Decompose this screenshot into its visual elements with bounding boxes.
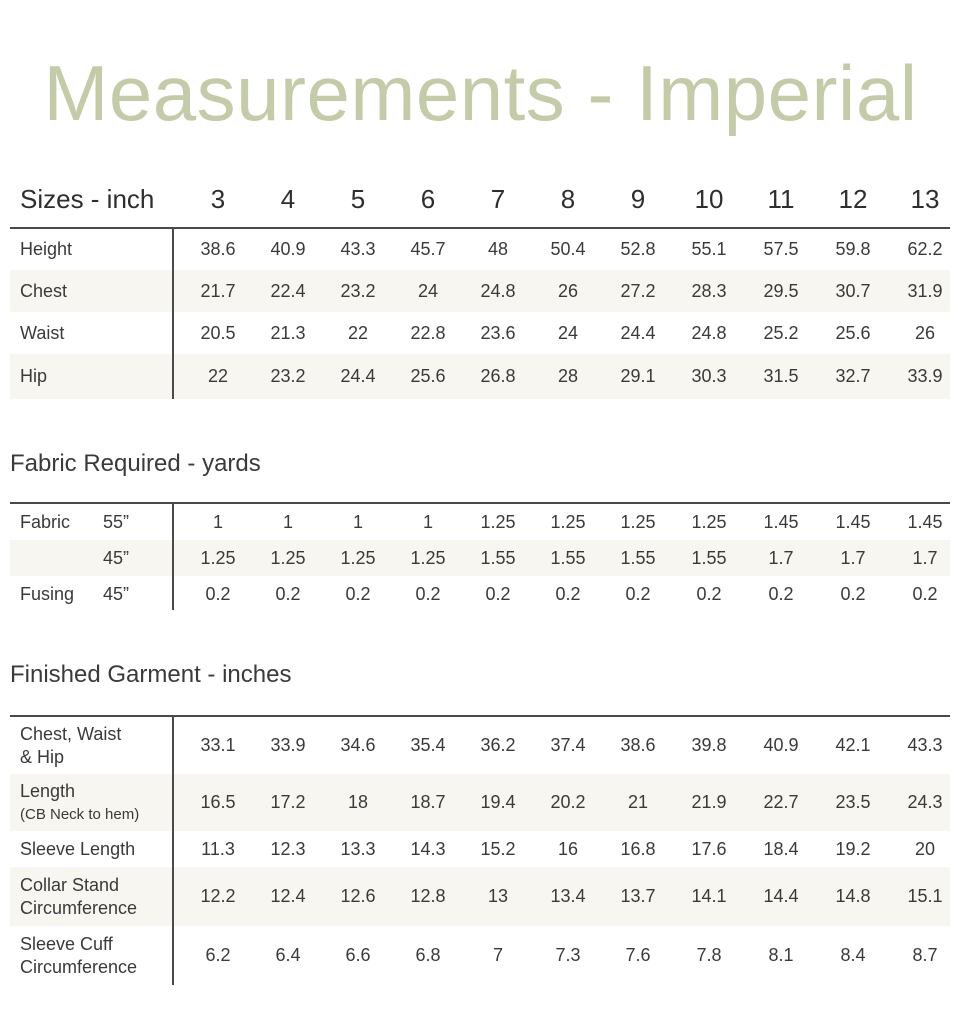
table-cell: 17.2 — [270, 792, 306, 812]
table-cell: 59.8 — [835, 239, 871, 259]
table-cell: 32.7 — [835, 366, 871, 386]
table-cell: 26 — [914, 322, 936, 343]
table-cell: 37.4 — [550, 735, 586, 755]
sizes-header-row — [10, 172, 950, 227]
table-cell: 1.55 — [620, 547, 656, 568]
table-cell: 7.3 — [555, 945, 581, 965]
table-cell: 55.1 — [691, 239, 727, 259]
table-cell: 18.7 — [410, 792, 446, 812]
table-cell: 7 — [492, 945, 503, 965]
table-cell: 13.4 — [550, 886, 586, 906]
table-cell: 22.7 — [763, 792, 799, 812]
table-cell: 15.1 — [907, 886, 943, 906]
table-row — [10, 576, 950, 612]
table-cell: 38.6 — [200, 239, 236, 259]
table-cell: 39.8 — [691, 735, 727, 755]
table-cell: 18.4 — [763, 838, 799, 859]
table-cell: 33.9 — [907, 366, 943, 386]
section-title-fabric: Fabric Required - yards — [10, 450, 261, 477]
row-label-line1: Sleeve Cuff — [20, 933, 113, 954]
row-label: Hip — [20, 366, 48, 386]
table-cell: 1 — [282, 511, 293, 532]
table-cell: 20 — [914, 838, 936, 859]
row-label: Fabric — [20, 511, 71, 532]
table-cell: 7.8 — [696, 945, 722, 965]
table-cell: 1.25 — [200, 547, 236, 568]
table-cell: 34.6 — [340, 735, 376, 755]
table-cell: 21 — [627, 792, 649, 812]
table-cell: 33.9 — [270, 735, 306, 755]
table-cell: 24.4 — [340, 366, 376, 386]
table-cell: 40.9 — [270, 239, 306, 259]
row-label — [20, 774, 139, 831]
table-cell: 25.6 — [835, 322, 871, 343]
table-cell: 0.2 — [555, 583, 581, 604]
table-cell: 0.2 — [768, 583, 794, 604]
row-label — [20, 867, 137, 926]
row-label: Sleeve Length — [20, 838, 136, 859]
table-cell: 24.3 — [907, 792, 943, 812]
table-cell: 12.6 — [340, 886, 376, 906]
table-cell: 6.2 — [205, 945, 231, 965]
row-label-line2: Circumference — [20, 897, 138, 918]
table-cell: 1.7 — [840, 547, 866, 568]
table-cell: 22.8 — [410, 322, 446, 343]
table-cell: 0.2 — [415, 583, 441, 604]
sizes-body — [10, 229, 950, 399]
table-cell: 6.6 — [345, 945, 371, 965]
table-cell: 0.2 — [625, 583, 651, 604]
table-row — [10, 926, 950, 985]
table-cell: 17.6 — [691, 838, 727, 859]
table-cell: 14.4 — [763, 886, 799, 906]
sizes-header-label: Sizes - inch — [20, 184, 155, 214]
table-row — [10, 504, 950, 540]
table-cell: 13.3 — [340, 838, 376, 859]
table-cell: 50.4 — [550, 239, 586, 259]
table-cell: 12.8 — [410, 886, 446, 906]
garment-table — [10, 717, 950, 985]
size-header: 8 — [560, 184, 576, 214]
table-cell: 42.1 — [835, 735, 871, 755]
table-cell: 1.25 — [270, 547, 306, 568]
table-cell: 30.3 — [691, 366, 727, 386]
table-cell: 57.5 — [763, 239, 799, 259]
table-cell: 0.2 — [840, 583, 866, 604]
table-cell: 0.2 — [485, 583, 511, 604]
table-cell: 40.9 — [763, 735, 799, 755]
row-label-line2: & Hip — [20, 746, 65, 767]
table-row — [10, 774, 950, 831]
table-cell: 27.2 — [620, 280, 656, 301]
column-divider — [172, 504, 174, 610]
table-cell: 29.1 — [620, 366, 656, 386]
table-cell: 38.6 — [620, 735, 656, 755]
table-cell: 14.3 — [410, 838, 446, 859]
table-cell: 45.7 — [410, 239, 446, 259]
table-cell: 0.2 — [345, 583, 371, 604]
table-cell: 1.45 — [907, 511, 943, 532]
size-header: 4 — [280, 184, 296, 214]
size-header: 9 — [630, 184, 646, 214]
table-cell: 6.4 — [275, 945, 301, 965]
table-cell: 52.8 — [620, 239, 656, 259]
table-cell: 1.25 — [480, 511, 516, 532]
table-cell: 20.5 — [200, 322, 236, 343]
table-cell: 1.55 — [550, 547, 586, 568]
table-cell: 1.45 — [835, 511, 871, 532]
table-cell: 22 — [207, 366, 229, 386]
table-cell: 19.2 — [835, 838, 871, 859]
table-cell: 1.25 — [620, 511, 656, 532]
column-divider — [172, 717, 174, 985]
table-row — [10, 867, 950, 926]
table-cell: 24.8 — [480, 280, 516, 301]
table-cell: 28 — [557, 366, 579, 386]
row-label — [20, 926, 137, 985]
table-cell: 23.2 — [270, 366, 306, 386]
table-cell: 31.5 — [763, 366, 799, 386]
size-header: 12 — [838, 184, 868, 214]
table-cell: 0.2 — [696, 583, 722, 604]
table-cell: 62.2 — [907, 239, 943, 259]
table-cell: 21.7 — [200, 280, 236, 301]
size-header: 10 — [694, 184, 724, 214]
table-cell: 1.7 — [768, 547, 794, 568]
table-cell: 22.4 — [270, 280, 306, 301]
table-cell: 1.45 — [763, 511, 799, 532]
table-cell: 23.6 — [480, 322, 516, 343]
table-cell: 12.3 — [270, 838, 306, 859]
table-cell: 31.9 — [907, 280, 943, 301]
table-cell: 23.5 — [835, 792, 871, 812]
table-cell: 24 — [557, 322, 579, 343]
row-label: Fusing — [20, 583, 75, 604]
table-cell: 0.2 — [912, 583, 938, 604]
size-header: 11 — [767, 184, 795, 214]
table-cell: 25.6 — [410, 366, 446, 386]
size-header: 6 — [420, 184, 436, 214]
row-label-line1: Chest, Waist — [20, 723, 122, 744]
table-cell: 22 — [347, 322, 369, 343]
table-row — [10, 354, 950, 399]
column-divider — [172, 229, 174, 399]
table-row — [10, 717, 950, 774]
table-cell: 6.8 — [415, 945, 441, 965]
table-cell: 13.7 — [620, 886, 656, 906]
row-label: Waist — [20, 322, 65, 343]
table-cell: 33.1 — [200, 735, 236, 755]
table-row — [10, 312, 950, 354]
table-cell: 43.3 — [340, 239, 376, 259]
sizes-table — [10, 172, 950, 227]
table-cell: 25.2 — [763, 322, 799, 343]
table-cell: 29.5 — [763, 280, 799, 301]
table-cell: 16.5 — [200, 792, 236, 812]
table-cell: 19.4 — [480, 792, 516, 812]
table-cell: 0.2 — [205, 583, 231, 604]
table-cell: 30.7 — [835, 280, 871, 301]
table-row — [10, 229, 950, 270]
row-label-line2: Circumference — [20, 956, 138, 977]
table-cell: 0.2 — [275, 583, 301, 604]
row-label-line1: Length — [20, 780, 76, 801]
table-cell: 1.25 — [410, 547, 446, 568]
fabric-width: 55” — [103, 511, 130, 532]
table-cell: 16.8 — [620, 838, 656, 859]
table-cell: 24.4 — [620, 322, 656, 343]
row-label-line2: (CB Neck to hem) — [20, 805, 140, 823]
table-cell: 28.3 — [691, 280, 727, 301]
fabric-width: 45” — [103, 583, 130, 604]
table-cell: 20.2 — [550, 792, 586, 812]
table-cell: 14.1 — [691, 886, 727, 906]
table-cell: 8.1 — [768, 945, 794, 965]
table-cell: 8.7 — [912, 945, 938, 965]
size-header: 3 — [210, 184, 226, 214]
page-title: Measurements - Imperial — [43, 49, 918, 137]
fabric-width: 45” — [103, 547, 130, 568]
table-cell: 1 — [352, 511, 363, 532]
table-cell: 24 — [417, 280, 439, 301]
table-row — [10, 540, 950, 576]
fabric-table — [10, 504, 950, 612]
table-cell: 21.9 — [691, 792, 727, 812]
table-cell: 35.4 — [410, 735, 446, 755]
table-cell: 21.3 — [270, 322, 306, 343]
row-label-line1: Collar Stand — [20, 874, 120, 895]
table-cell: 7.6 — [625, 945, 651, 965]
table-cell: 1 — [422, 511, 433, 532]
table-row — [10, 831, 950, 867]
table-cell: 12.2 — [200, 886, 236, 906]
table-cell: 1.25 — [550, 511, 586, 532]
table-cell: 36.2 — [480, 735, 516, 755]
size-header: 13 — [910, 184, 940, 214]
size-header: 5 — [350, 184, 366, 214]
row-label — [20, 717, 121, 774]
table-cell: 13 — [487, 886, 509, 906]
table-cell: 26 — [557, 280, 579, 301]
table-cell: 11.3 — [201, 838, 235, 859]
table-cell: 26.8 — [480, 366, 516, 386]
table-cell: 1.55 — [480, 547, 516, 568]
row-label: Chest — [20, 280, 68, 301]
table-cell: 15.2 — [480, 838, 516, 859]
size-header: 7 — [490, 184, 506, 214]
table-cell: 8.4 — [840, 945, 866, 965]
table-cell: 16 — [557, 838, 579, 859]
table-cell: 43.3 — [907, 735, 943, 755]
table-cell: 1.25 — [340, 547, 376, 568]
table-cell: 18 — [347, 792, 369, 812]
table-cell: 23.2 — [340, 280, 376, 301]
table-cell: 1.7 — [912, 547, 938, 568]
table-cell: 12.4 — [270, 886, 306, 906]
table-cell: 1.55 — [691, 547, 727, 568]
table-row — [10, 270, 950, 312]
table-cell: 14.8 — [835, 886, 871, 906]
table-cell: 48 — [487, 239, 509, 259]
section-title-garment: Finished Garment - inches — [10, 661, 292, 688]
table-cell: 1.25 — [691, 511, 727, 532]
table-cell: 1 — [212, 511, 223, 532]
table-cell: 24.8 — [691, 322, 727, 343]
row-label: Height — [20, 239, 73, 259]
